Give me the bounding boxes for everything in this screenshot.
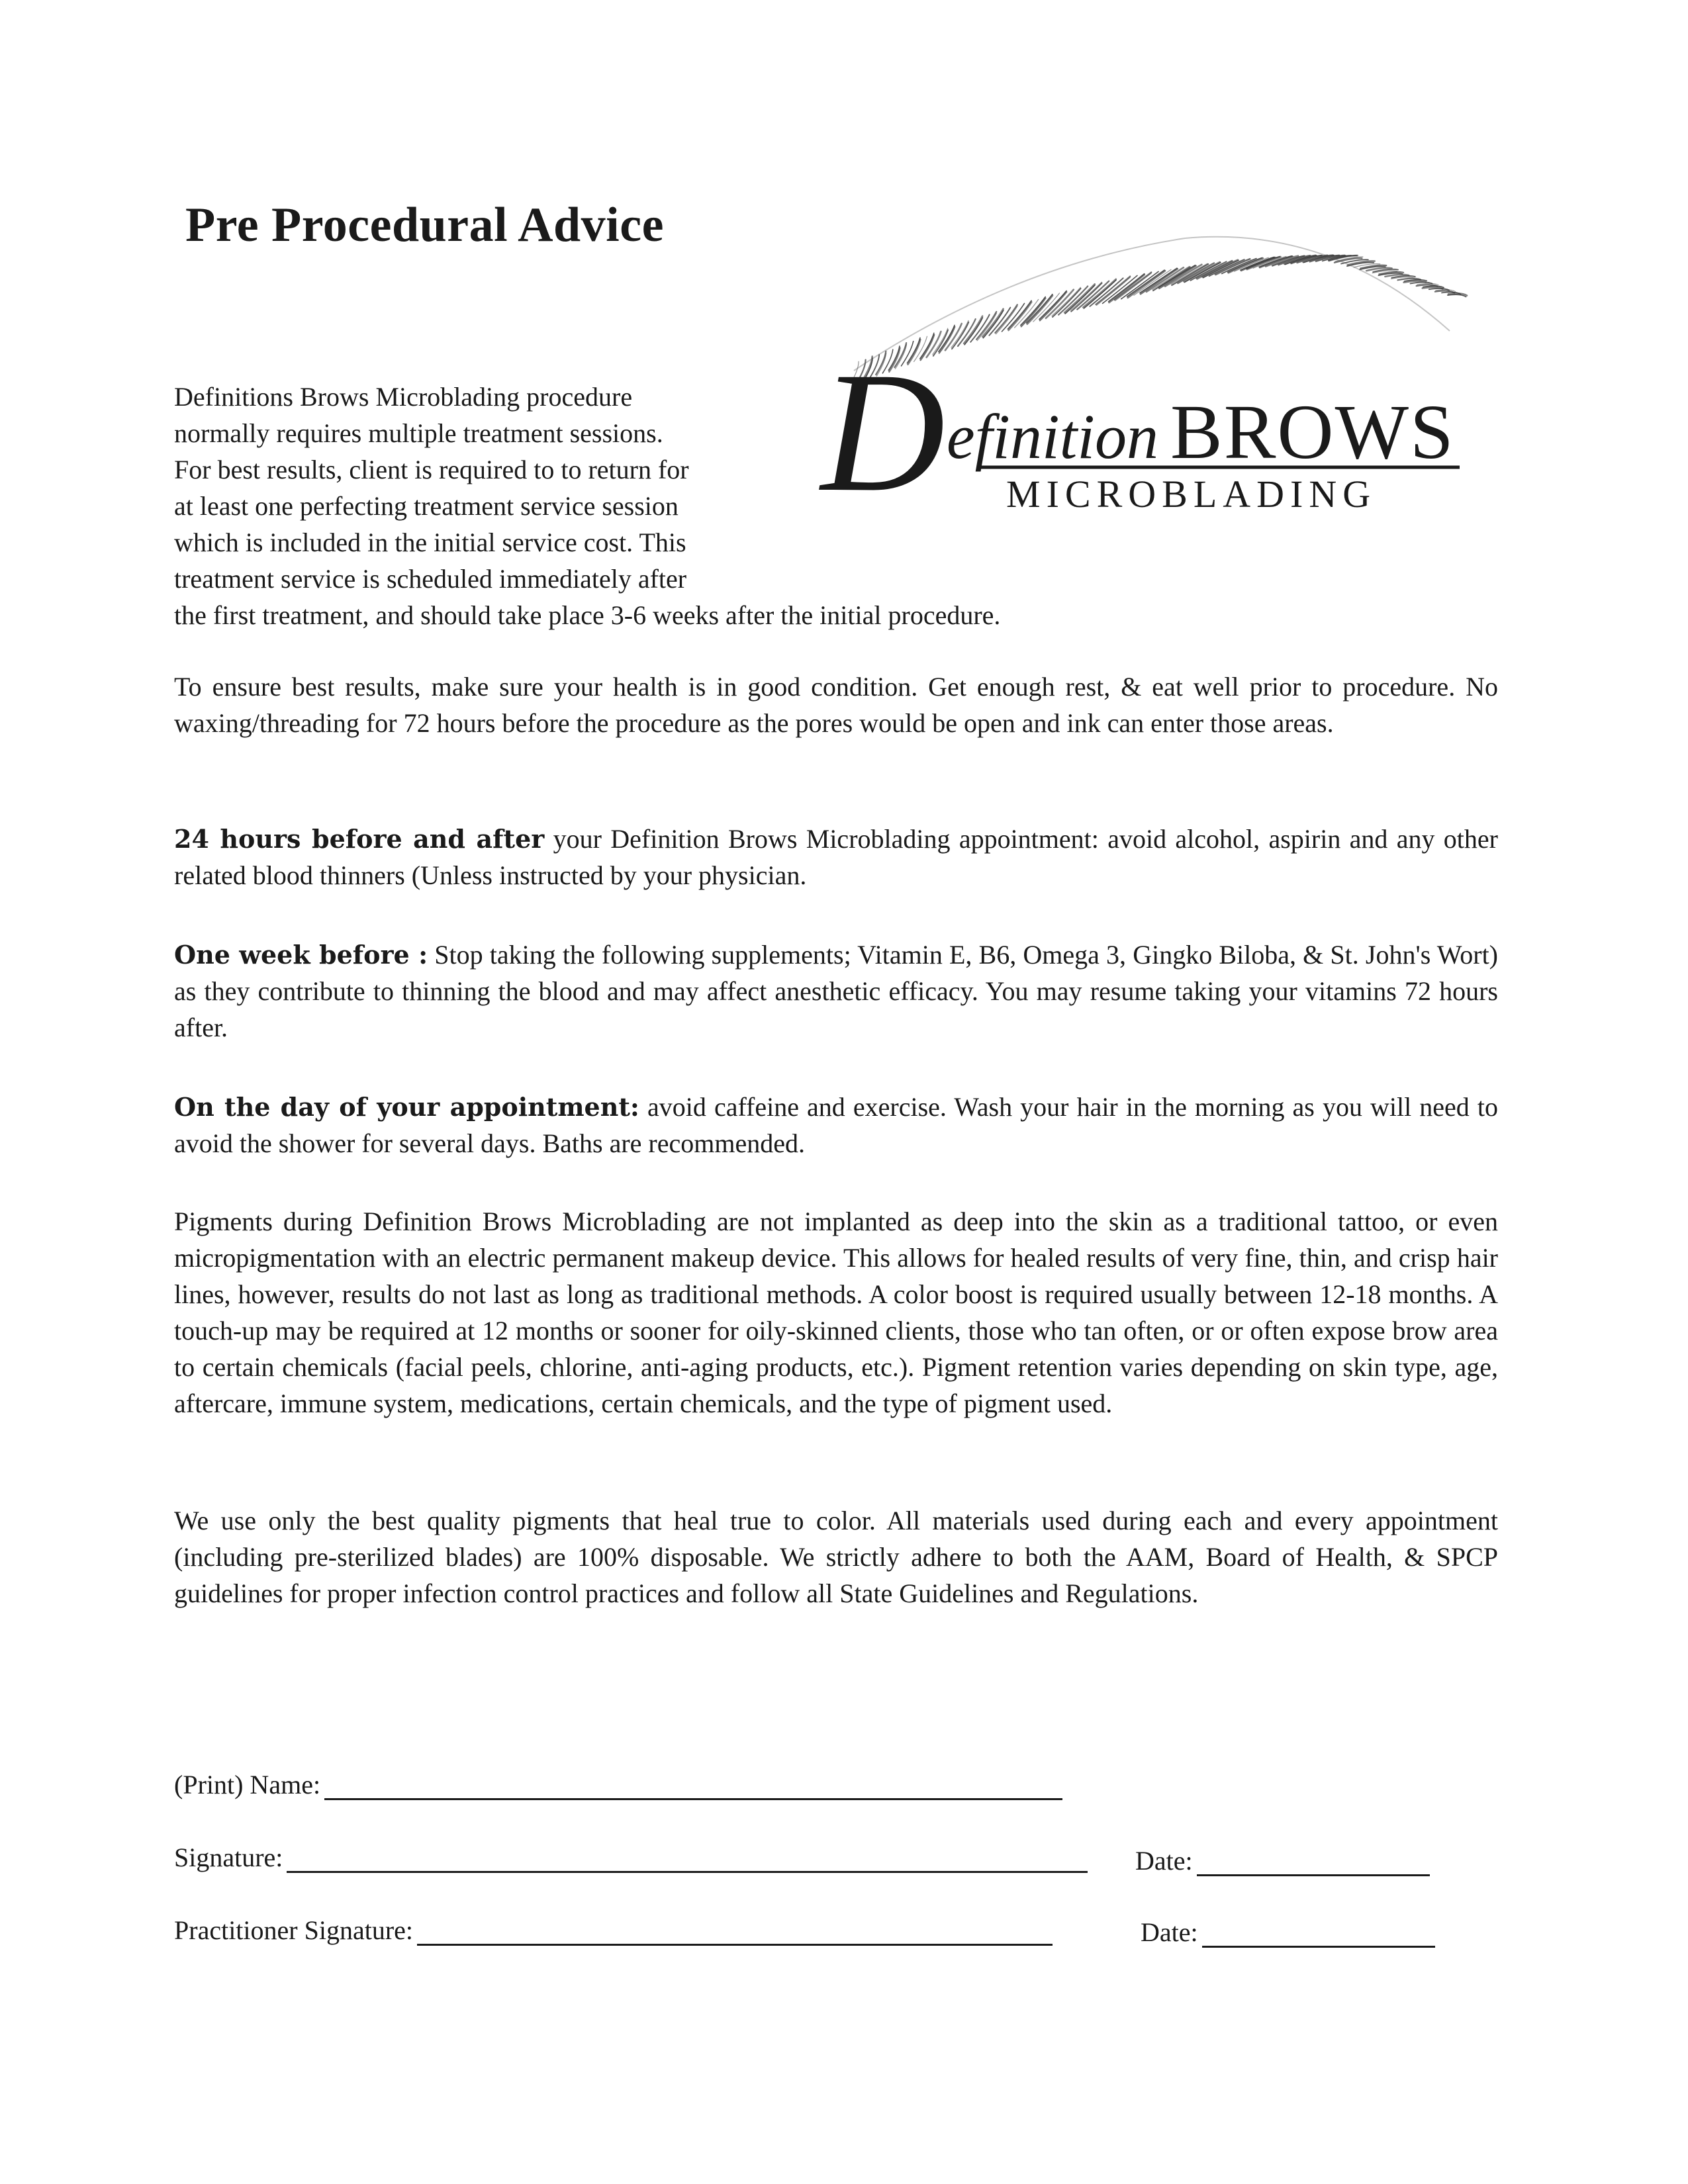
logo-script-initial: D xyxy=(821,337,945,527)
date-field[interactable] xyxy=(1135,1837,1430,1876)
practitioner-date-line[interactable] xyxy=(1202,1918,1435,1948)
day-of-paragraph xyxy=(174,1089,1498,1161)
24-hours-heading: 24 hours before and after xyxy=(174,824,545,854)
health-paragraph: To ensure best results, make sure your health is in good condition. Get enough rest, & eat well prior to procedure. No waxing/threading for 72 hours before the procedure as the pores would be open and ink can enter those areas. xyxy=(174,672,1498,738)
signature-line[interactable] xyxy=(287,1843,1088,1873)
intro-line: normally requires multiple treatment sessions. xyxy=(174,418,663,448)
practitioner-date-field[interactable] xyxy=(1141,1908,1435,1948)
print-name-label: (Print) Name: xyxy=(174,1770,321,1799)
practitioner-date-label: Date: xyxy=(1141,1917,1198,1947)
intro-line: For best results, client is required to to return for xyxy=(174,455,689,484)
intro-line: which is included in the initial service cost. This xyxy=(174,527,686,557)
practitioner-signature-line[interactable] xyxy=(417,1916,1053,1946)
intro-line: at least one perfecting treatment service session xyxy=(174,491,679,521)
page-title: Pre Procedural Advice xyxy=(185,198,664,252)
one-week-text: Stop taking the following supplements; Vitamin E, B6, Omega 3, Gingko Biloba, & St. John's Wort) as they contribute to thinning the blood and may affect anesthetic efficacy. You may resume taking your vitamins 72 hours after. xyxy=(174,940,1498,1042)
intro-paragraph xyxy=(174,379,1498,633)
date-line[interactable] xyxy=(1197,1846,1430,1876)
intro-line: Definitions Brows Microblading procedure xyxy=(174,382,633,412)
logo-tagline: MICROBLADING xyxy=(1006,473,1377,516)
logo-script-text: efinition xyxy=(947,401,1158,472)
quality-paragraph: We use only the best quality pigments that heal true to color. All materials used during each and every appointment (including pre-sterilized blades) are 100% disposable. We strictly adhere to both the AAM, Board of Health, & SPCP guidelines for proper infection control practices and follow all State Guidelines and Regulations. xyxy=(174,1506,1498,1608)
day-of-text: avoid caffeine and exercise. Wash your hair in the morning as you will need to avoid the shower for several days. Baths are recommended. xyxy=(174,1092,1498,1158)
signature-field[interactable] xyxy=(174,1833,1088,1873)
day-of-heading: On the day of your appointment: xyxy=(174,1092,639,1122)
signature-label: Signature: xyxy=(174,1843,283,1872)
intro-line: treatment service is scheduled immediately after xyxy=(174,564,687,594)
intro-last-line: the first treatment, and should take place 3-6 weeks after the initial procedure. xyxy=(174,600,1001,630)
pigments-paragraph: Pigments during Definition Brows Microblading are not implanted as deep into the skin as a traditional tattoo, or even micropigmentation with an electric permanent makeup device. This allows for healed results of very fine, thin, and crisp hair lines, however, results do not last as long as traditional methods. A color boost is required usually between 12-18 months. A touch-up may be required at 12 months or sooner for oily-skinned clients, those who tan often, or or often expose brow area to certain chemicals (facial peels, chlorine, anti-aging products, etc.). Pigment retention varies depending on skin type, age, aftercare, immune system, medications, certain chemicals, and the type of pigment used. xyxy=(174,1206,1498,1418)
one-week-heading: One week before : xyxy=(174,940,428,970)
print-name-line[interactable] xyxy=(324,1770,1062,1800)
24-hours-text: your Definition Brows Microblading appointment: avoid alcohol, aspirin and any other related blood thinners (Unless instructed by your physician. xyxy=(174,824,1498,890)
logo-brand-text: BROWS xyxy=(1170,388,1455,475)
24-hours-paragraph xyxy=(174,821,1498,893)
practitioner-signature-field[interactable] xyxy=(174,1906,1053,1946)
date-label: Date: xyxy=(1135,1846,1193,1876)
practitioner-signature-label: Practitioner Signature: xyxy=(174,1915,414,1945)
print-name-field[interactable] xyxy=(174,1760,1062,1800)
one-week-paragraph xyxy=(174,936,1498,1046)
